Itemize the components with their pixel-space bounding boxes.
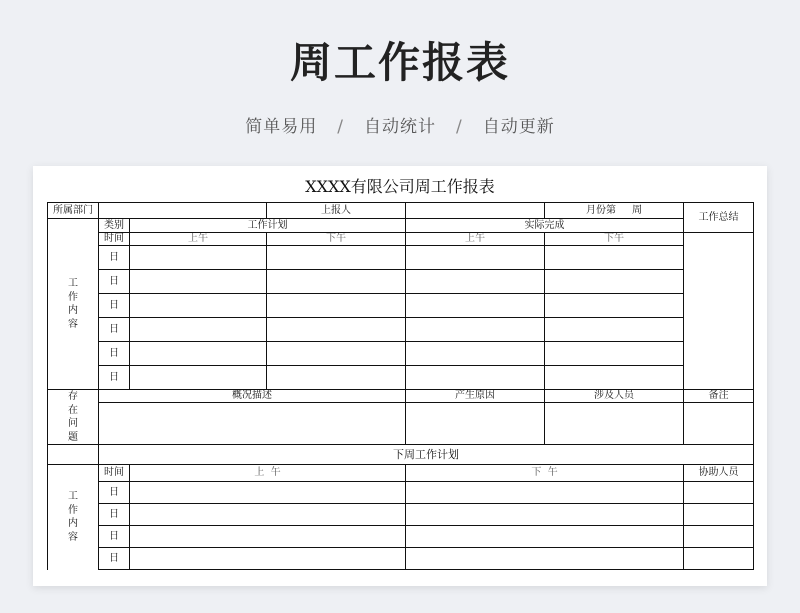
category-label: 类别 xyxy=(99,219,130,233)
day-row xyxy=(48,318,754,342)
actual-pm-cell[interactable] xyxy=(545,366,684,390)
day-label: 日 xyxy=(99,548,130,570)
next-day-row xyxy=(48,548,754,570)
actual-pm-cell[interactable] xyxy=(545,246,684,270)
remark-label: 备注 xyxy=(684,390,754,403)
category-row xyxy=(48,219,754,233)
tag-auto-stats: 自动统计 xyxy=(364,117,436,137)
plan-am-label: 上午 xyxy=(130,233,267,246)
day-label: 日 xyxy=(99,482,130,504)
actual-am-cell[interactable] xyxy=(406,270,545,294)
page-title: 周工作报表 xyxy=(289,38,510,87)
day-label: 日 xyxy=(99,270,130,294)
next-pm-cell[interactable] xyxy=(406,526,684,548)
actual-pm-cell[interactable] xyxy=(545,318,684,342)
actual-am-label: 上午 xyxy=(406,233,545,246)
next-day-row xyxy=(48,526,754,548)
remark-field[interactable] xyxy=(684,403,754,445)
actual-am-cell[interactable] xyxy=(406,342,545,366)
feature-tags xyxy=(0,112,800,137)
next-day-row xyxy=(48,482,754,504)
summary-field[interactable] xyxy=(684,233,754,390)
plan-am-cell[interactable] xyxy=(130,246,267,270)
next-pm-cell[interactable] xyxy=(406,548,684,570)
plan-pm-cell[interactable] xyxy=(267,366,406,390)
next-week-label: 下周工作计划 xyxy=(99,445,754,465)
next-time-row xyxy=(48,465,754,482)
actual-am-cell[interactable] xyxy=(406,246,545,270)
next-am-cell[interactable] xyxy=(130,504,406,526)
actual-pm-label: 下午 xyxy=(545,233,684,246)
plan-pm-cell[interactable] xyxy=(267,342,406,366)
plan-am-cell[interactable] xyxy=(130,366,267,390)
sheet-title: XXXX有限公司周工作报表 xyxy=(305,177,495,196)
assist-cell[interactable] xyxy=(684,482,754,504)
plan-label: 工作计划 xyxy=(130,219,406,233)
involved-label: 涉及人员 xyxy=(545,390,684,403)
next-am-label: 上 午 xyxy=(130,465,406,482)
day-row xyxy=(48,366,754,390)
next-week-header-row xyxy=(48,445,754,465)
cause-field[interactable] xyxy=(406,403,545,445)
actual-pm-cell[interactable] xyxy=(545,270,684,294)
day-row xyxy=(48,246,754,270)
day-row xyxy=(48,270,754,294)
plan-am-cell[interactable] xyxy=(130,294,267,318)
next-pm-label: 下 午 xyxy=(406,465,684,482)
tag-separator: / xyxy=(337,117,344,137)
day-label: 日 xyxy=(99,246,130,270)
dept-label: 所属部门 xyxy=(48,203,99,219)
day-label: 日 xyxy=(99,342,130,366)
actual-am-cell[interactable] xyxy=(406,294,545,318)
actual-am-cell[interactable] xyxy=(406,318,545,342)
report-sheet xyxy=(33,166,767,586)
summary-label: 工作总结 xyxy=(684,203,754,233)
reporter-field[interactable] xyxy=(406,203,545,219)
issues-row xyxy=(48,403,754,445)
day-row xyxy=(48,294,754,318)
dept-field[interactable] xyxy=(99,203,267,219)
next-am-cell[interactable] xyxy=(130,526,406,548)
cause-label: 产生原因 xyxy=(406,390,545,403)
day-row xyxy=(48,342,754,366)
involved-field[interactable] xyxy=(545,403,684,445)
day-label: 日 xyxy=(99,318,130,342)
actual-label: 实际完成 xyxy=(406,219,684,233)
assist-cell[interactable] xyxy=(684,526,754,548)
issues-label: 存 在 问 题 xyxy=(48,390,99,445)
tag-separator: / xyxy=(456,117,463,137)
next-time-label: 时间 xyxy=(99,465,130,482)
plan-pm-cell[interactable] xyxy=(267,270,406,294)
plan-am-cell[interactable] xyxy=(130,318,267,342)
reporter-label: 上报人 xyxy=(267,203,406,219)
assist-cell[interactable] xyxy=(684,504,754,526)
time-row xyxy=(48,233,754,246)
next-day-row xyxy=(48,504,754,526)
report-table xyxy=(47,202,754,570)
assist-cell[interactable] xyxy=(684,548,754,570)
day-label: 日 xyxy=(99,366,130,390)
plan-pm-cell[interactable] xyxy=(267,318,406,342)
plan-pm-cell[interactable] xyxy=(267,246,406,270)
tag-easy: 简单易用 xyxy=(245,117,318,137)
actual-pm-cell[interactable] xyxy=(545,342,684,366)
next-am-cell[interactable] xyxy=(130,548,406,570)
work-content-label: 工 作 内 容 xyxy=(48,219,99,390)
actual-am-cell[interactable] xyxy=(406,366,545,390)
day-label: 日 xyxy=(99,504,130,526)
tag-auto-update: 自动更新 xyxy=(482,117,555,137)
assist-label: 协助人员 xyxy=(684,465,754,482)
time-label: 时间 xyxy=(99,233,130,246)
actual-pm-cell[interactable] xyxy=(545,294,684,318)
next-pm-cell[interactable] xyxy=(406,482,684,504)
day-label: 日 xyxy=(99,526,130,548)
day-label: 日 xyxy=(99,294,130,318)
overview-label: 概况描述 xyxy=(99,390,406,403)
next-pm-cell[interactable] xyxy=(406,504,684,526)
header-row xyxy=(48,203,754,219)
overview-field[interactable] xyxy=(99,403,406,445)
next-week-blank xyxy=(48,445,99,465)
plan-am-cell[interactable] xyxy=(130,270,267,294)
plan-pm-label: 下午 xyxy=(267,233,406,246)
plan-pm-cell[interactable] xyxy=(267,294,406,318)
issues-header-row xyxy=(48,390,754,403)
next-am-cell[interactable] xyxy=(130,482,406,504)
plan-am-cell[interactable] xyxy=(130,342,267,366)
next-work-content-label: 工 作 内 容 xyxy=(48,465,99,570)
month-week-field[interactable]: 月份第 周 xyxy=(545,203,684,219)
